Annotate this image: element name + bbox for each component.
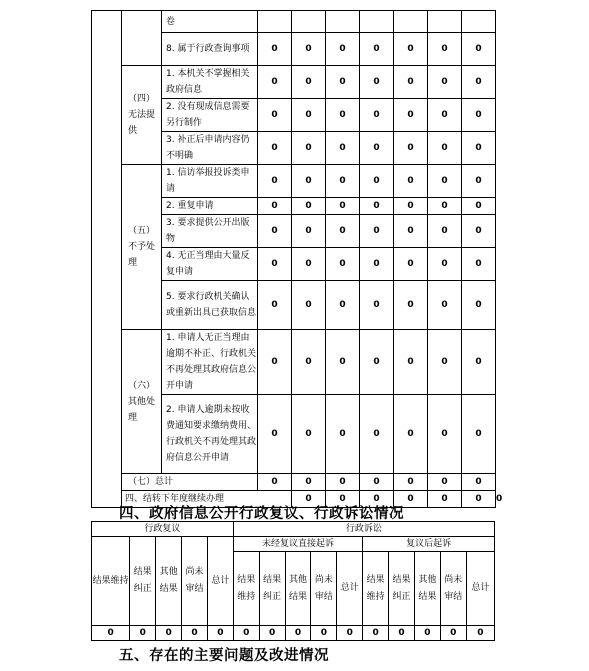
- value-cell: 0: [92, 626, 130, 641]
- cell: 0: [360, 281, 394, 330]
- cell: 0: [292, 281, 326, 330]
- cell: 0: [394, 281, 428, 330]
- cell: 0: [258, 99, 292, 132]
- cell: 0: [258, 474, 292, 491]
- cell: 0: [360, 215, 394, 248]
- category-not-processed: （五）不予处理: [122, 165, 162, 330]
- after-col-pending: 尚未审结: [440, 552, 466, 626]
- cell: 0: [462, 248, 496, 281]
- cell: 0: [292, 330, 326, 395]
- value-cell: 0: [182, 626, 208, 641]
- cell: 0: [326, 474, 360, 491]
- cell: 0: [360, 165, 394, 198]
- category-unable-to-provide: （四）无法提供: [122, 66, 162, 165]
- cell: 0: [360, 248, 394, 281]
- cell: 0: [394, 248, 428, 281]
- cell: 0: [326, 281, 360, 330]
- cell: 0: [360, 132, 394, 165]
- direct-col-pending: 尚未审结: [311, 552, 337, 626]
- cell: 0: [360, 330, 394, 395]
- cell: 0: [258, 66, 292, 99]
- item-label: 5. 要求行政机关确认或重新出具已获取信息: [162, 281, 258, 330]
- item-label: 2. 没有现成信息需要另行制作: [162, 99, 258, 132]
- cell: 0: [258, 132, 292, 165]
- after-review-header: 复议后起诉: [363, 537, 495, 552]
- value-cell: 0: [130, 626, 156, 641]
- cell: [462, 11, 496, 33]
- cell: 0: [326, 198, 360, 215]
- value-cell: 0: [414, 626, 440, 641]
- cell: 0: [360, 66, 394, 99]
- direct-suit-header: 未经复议直接起诉: [233, 537, 362, 552]
- cell: 0: [462, 281, 496, 330]
- cell: 0: [326, 165, 360, 198]
- cell: 0: [462, 198, 496, 215]
- cell: 0: [292, 66, 326, 99]
- cell: 0: [462, 474, 496, 491]
- item-label: 1. 申请人无正当理由逾期不补正、行政机关不再处理其政府信息公开申请: [162, 330, 258, 395]
- cell: 0: [326, 33, 360, 66]
- item-label: 卷: [162, 11, 258, 33]
- cell: 0: [292, 248, 326, 281]
- cell: 0: [428, 66, 462, 99]
- cell: 0: [292, 215, 326, 248]
- after-col-other: 其他结果: [414, 552, 440, 626]
- cell: 0: [326, 132, 360, 165]
- cell: 0: [360, 474, 394, 491]
- cell: 0: [428, 395, 462, 474]
- cell: 0: [360, 491, 394, 508]
- item-label: 3. 要求提供公开出版物: [162, 215, 258, 248]
- cell: 0: [428, 248, 462, 281]
- cell: 0: [428, 198, 462, 215]
- review-col-other: 其他结果: [156, 537, 182, 626]
- cell: 0: [326, 395, 360, 474]
- total-label: （七）总计: [122, 474, 258, 491]
- cell: 0: [462, 330, 496, 395]
- cell: 0: [462, 66, 496, 99]
- cell: 0: [428, 491, 462, 508]
- cell: 0: [326, 330, 360, 395]
- direct-col-total: 总计: [337, 552, 363, 626]
- cell: 0: [462, 33, 496, 66]
- direct-col-maintained: 结果维持: [233, 552, 259, 626]
- cell: 0: [394, 198, 428, 215]
- item-label: 2. 重复申请: [162, 198, 258, 215]
- cell: 0: [428, 281, 462, 330]
- after-col-corrected: 结果纠正: [389, 552, 415, 626]
- cell: 0: [360, 198, 394, 215]
- cell: 0: [360, 33, 394, 66]
- cell: 0: [258, 281, 292, 330]
- item-label: 4. 无正当理由大量反复申请: [162, 248, 258, 281]
- carry-over-label: 四、结转下年度继续办理: [122, 491, 292, 508]
- cell: 0: [292, 474, 326, 491]
- cell: 0: [462, 132, 496, 165]
- cell: 0: [326, 491, 360, 508]
- cell: [360, 11, 394, 33]
- item-label: 8. 属于行政查询事项: [162, 33, 258, 66]
- cell: 0: [462, 491, 496, 508]
- cell: 0: [394, 132, 428, 165]
- item-label: 2. 申请人逾期未按收费通知要求缴纳费用、行政机关不再处理其政府信息公开申请: [162, 395, 258, 474]
- cell: 0: [258, 215, 292, 248]
- review-col-pending: 尚未审结: [182, 537, 208, 626]
- litigation-header: 行政诉讼: [233, 522, 494, 537]
- cell: 0: [258, 33, 292, 66]
- cell: 0: [394, 395, 428, 474]
- cell: 0: [428, 330, 462, 395]
- cell: 0: [462, 215, 496, 248]
- review-header: 行政复议: [92, 522, 234, 537]
- value-cell: 0: [363, 626, 389, 641]
- cell: 0: [428, 99, 462, 132]
- cell: 0: [258, 395, 292, 474]
- cell: [292, 11, 326, 33]
- value-cell: 0: [389, 626, 415, 641]
- cell: 0: [326, 248, 360, 281]
- cell: 0: [428, 474, 462, 491]
- cell: [326, 11, 360, 33]
- cell: 0: [394, 474, 428, 491]
- section-heading: 五、存在的主要问题及改进情况: [119, 648, 329, 664]
- category-other-handling: （六）其他处理: [122, 330, 162, 474]
- cell: 0: [326, 66, 360, 99]
- value-cell: 0: [233, 626, 259, 641]
- cell: 0: [326, 99, 360, 132]
- cell: 0: [428, 165, 462, 198]
- cell: 0: [428, 33, 462, 66]
- cell: 0: [462, 395, 496, 474]
- cell: [258, 11, 292, 33]
- value-cell: 0: [466, 626, 494, 641]
- cell: 0: [292, 165, 326, 198]
- cell: 0: [428, 132, 462, 165]
- after-col-maintained: 结果维持: [363, 552, 389, 626]
- cell: 0: [394, 165, 428, 198]
- cell: 0: [292, 395, 326, 474]
- value-cell: 0: [311, 626, 337, 641]
- cell: 0: [394, 33, 428, 66]
- cell: 0: [292, 198, 326, 215]
- value-cell: 0: [259, 626, 285, 641]
- cell: 0: [292, 491, 326, 508]
- review-col-total: 总计: [207, 537, 233, 626]
- item-label: 1. 信访举报投诉类申请: [162, 165, 258, 198]
- cell: 0: [258, 248, 292, 281]
- item-label: 3. 补正后申请内容仍不明确: [162, 132, 258, 165]
- value-cell: 0: [285, 626, 311, 641]
- item-label: 1. 本机关不掌握相关政府信息: [162, 66, 258, 99]
- cell: [394, 11, 428, 33]
- cell: 0: [394, 491, 428, 508]
- value-cell: 0: [156, 626, 182, 641]
- cell: 0: [394, 215, 428, 248]
- cell: 0: [360, 395, 394, 474]
- cell: 0: [258, 198, 292, 215]
- review-col-corrected: 结果纠正: [130, 537, 156, 626]
- cell: 0: [258, 165, 292, 198]
- cell: 0: [326, 215, 360, 248]
- section-heading: 四、政府信息公开行政复议、行政诉讼情况: [119, 506, 404, 522]
- cell: 0: [292, 132, 326, 165]
- review-litigation-table: [91, 521, 495, 641]
- after-col-total: 总计: [466, 552, 494, 626]
- review-col-maintained: 结果维持: [92, 537, 130, 626]
- cell: 0: [258, 330, 292, 395]
- cell: 0: [394, 99, 428, 132]
- cell: 0: [292, 33, 326, 66]
- value-cell: 0: [440, 626, 466, 641]
- cell: 0: [462, 165, 496, 198]
- value-cell: 0: [207, 626, 233, 641]
- cell: 0: [394, 66, 428, 99]
- cell: [428, 11, 462, 33]
- cell: 0: [394, 330, 428, 395]
- direct-col-corrected: 结果纠正: [259, 552, 285, 626]
- category-cell: [122, 11, 162, 66]
- cell: 0: [428, 215, 462, 248]
- cell: 0: [292, 99, 326, 132]
- cell: 0: [462, 99, 496, 132]
- value-cell: 0: [337, 626, 363, 641]
- outer-category-cell: [92, 11, 122, 508]
- cell: 0: [360, 99, 394, 132]
- direct-col-other: 其他结果: [285, 552, 311, 626]
- application-handling-table: 卷 8. 属于行政查询事项 0 0 0 0 0 0 0 （四）无法提供 1. 本机关不掌握相关政府信息 0 0 0 0 0 0 0 2. 没有现成信息需要另行制作 0 0 0 0 0 0 0 3. 补正后申请内容仍不明确 0 0 0 0 0 0 0 （五）不予处理 1. 信访举报投诉类申请 0 0 0 0 0 0 0 2. 重复申请 0 0 0 0 0 0 0 3. 要求提供公开出版物 0 0 0 0 0 0 0 4. 无正当理由大量反复申请 0 0 0 0 0 0 0 5. 要求行政机关确认或重新出具已获取信息 0 0 0 0 0 0 0 （六）其他处理 1. 申请人无正当理由逾期不补正、行政机关不再处理其政府信息公开申请 0 0 0 0 0 0 0 2. 申请人逾期未按收费通知要求缴纳费用、行政机关不再处理其政府信息公开申请 0 0 0 0 0 0 0 （七）总计 0 0 0 0 0 0 0 四、结转下年度继续办理 0 0 0 0 0 0 0: [91, 10, 496, 508]
